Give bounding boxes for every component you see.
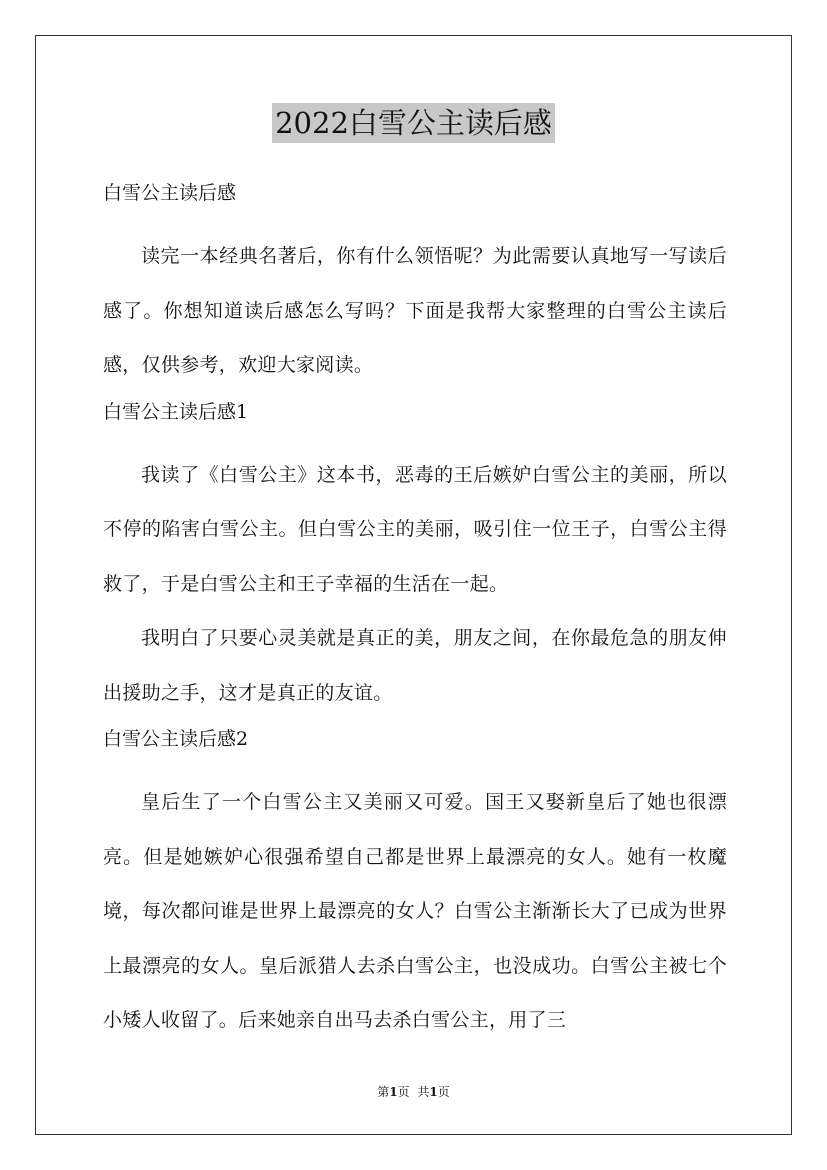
document-body <box>103 174 727 1048</box>
paragraph: 皇后生了一个白雪公主又美丽又可爱。国王又娶新皇后了她也很漂亮。但是她嫉妒心很强希望自己都是世界上最漂亮的女人。她有一枚魔境，每次都问谁是世界上最漂亮的女人？白雪公主渐渐长大了已成为世界上最漂亮的女人。皇后派猎人去杀白雪公主，也没成功。白雪公主被七个小矮人收留了。后来她亲自出马去杀白雪公主，用了三 <box>103 791 727 1031</box>
page-label-prefix: 第 <box>377 1085 390 1099</box>
page-number: 1 <box>389 1085 398 1099</box>
section-heading: 白雪公主读后感 <box>103 182 237 204</box>
section-heading: 白雪公主读后感1 <box>103 400 249 423</box>
paragraph: 读完一本经典名著后，你有什么领悟呢？为此需要认真地写一写读后感了。你想知道读后感怎么写吗？下面是我帮大家整理的白雪公主读后感，仅供参考，欢迎大家阅读。 <box>103 245 727 376</box>
document-title: 2022白雪公主读后感 <box>272 103 555 143</box>
page-footer <box>0 1083 827 1101</box>
total-pages: 1 <box>429 1085 438 1099</box>
page-label-suffix: 页 <box>397 1085 410 1099</box>
paragraph: 我明白了只要心灵美就是真正的美，朋友之间，在你最危急的朋友伸出援助之手，这才是真正的友谊。 <box>103 627 727 704</box>
paragraph: 我读了《白雪公主》这本书，恶毒的王后嫉妒白雪公主的美丽，所以不停的陷害白雪公主。但白雪公主的美丽，吸引住一位王子，白雪公主得救了，于是白雪公主和王子幸福的生活在一起。 <box>103 463 727 595</box>
total-label-suffix: 页 <box>437 1085 450 1099</box>
total-label-prefix: 共 <box>417 1085 430 1099</box>
title-container <box>0 103 827 143</box>
section-heading: 白雪公主读后感2 <box>103 728 249 750</box>
